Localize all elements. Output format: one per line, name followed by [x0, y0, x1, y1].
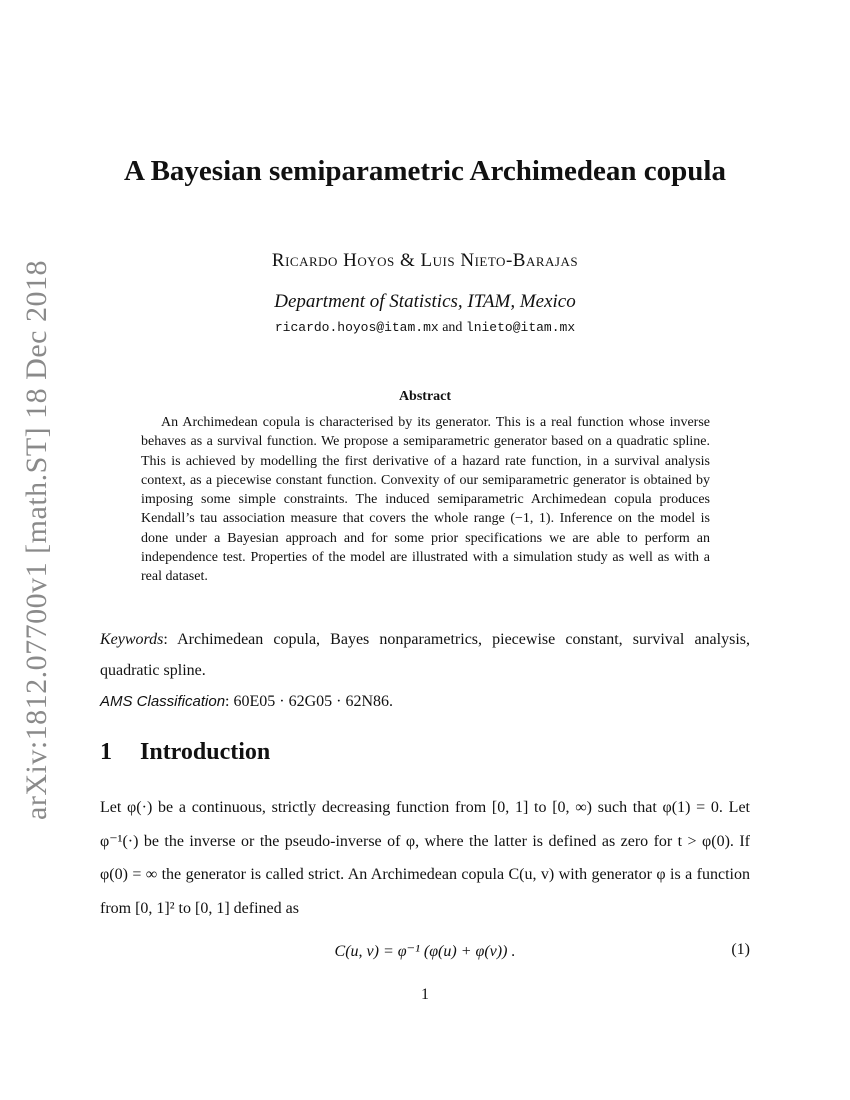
ams-classification [100, 693, 750, 711]
paper-title: A Bayesian semiparametric Archimedean copula [124, 155, 726, 187]
equation-expression: C(u, v) = φ⁻¹ (φ(u) + φ(v)) . [334, 943, 516, 960]
arxiv-identifier-stamp: arXiv:1812.07700v1 [math.ST] 18 Dec 2018 [20, 260, 53, 820]
abstract-body: An Archimedean copula is characterised by its generator. This is a real function whose inverse behaves as a survival function. We propose a semiparametric generator based on a quadratic spline. This is achieved by modelling the first derivative of a hazard rate function, in a survival analysis context, as a piecewise constant function. Convexity of our semiparametric generator is obtained by imposing some simple constraints. The induced semiparametric Archimedean copula produces Kendall’s tau association measure that covers the whole range (−1, 1). Inference on the model is done under a Bayesian approach and for some prior specifications we are able to perform an independence test. Properties of the model are illustrated with a simulation study as well as with a real dataset. [141, 415, 710, 585]
ams-label: AMS Classification [100, 693, 226, 710]
keywords [100, 624, 750, 686]
section-number: 1 [100, 739, 112, 765]
ams-text: : 60E05 · 62G05 · 62N86. [225, 693, 394, 710]
email-conjunction: and [438, 320, 466, 335]
abstract-heading: Abstract [398, 389, 452, 404]
keywords-label: Keywords [100, 631, 164, 648]
section-title: Introduction [140, 739, 271, 765]
author-list: Ricardo Hoyos & Luis Nieto-Barajas [271, 250, 579, 271]
equation-number: (1) [731, 941, 750, 958]
keywords-text: : Archimedean copula, Bayes nonparametrics, piecewise constant, survival analysis, quadratic spline. [100, 631, 750, 679]
email-second[interactable]: lnieto@itam.mx [465, 320, 576, 335]
equation-1 [100, 941, 750, 965]
author-emails [100, 320, 750, 336]
affiliation: Department of Statistics, ITAM, Mexico [274, 291, 576, 312]
email-first[interactable]: ricardo.hoyos@itam.mx [274, 320, 439, 335]
page-number: 1 [421, 986, 429, 1003]
introduction-paragraph: Let φ(·) be a continuous, strictly decreasing function from [0, 1] to [0, ∞) such that φ(1) = 0. Let φ⁻¹(·) be the inverse or the pseudo-inverse of φ, where the latter is defined as zero for t > φ(0). If φ(0) = ∞ the generator is called strict. An Archimedean copula C(u, v) with generator φ is a function from [0, 1]² to [0, 1] defined as [100, 799, 750, 917]
section-heading [100, 739, 270, 766]
